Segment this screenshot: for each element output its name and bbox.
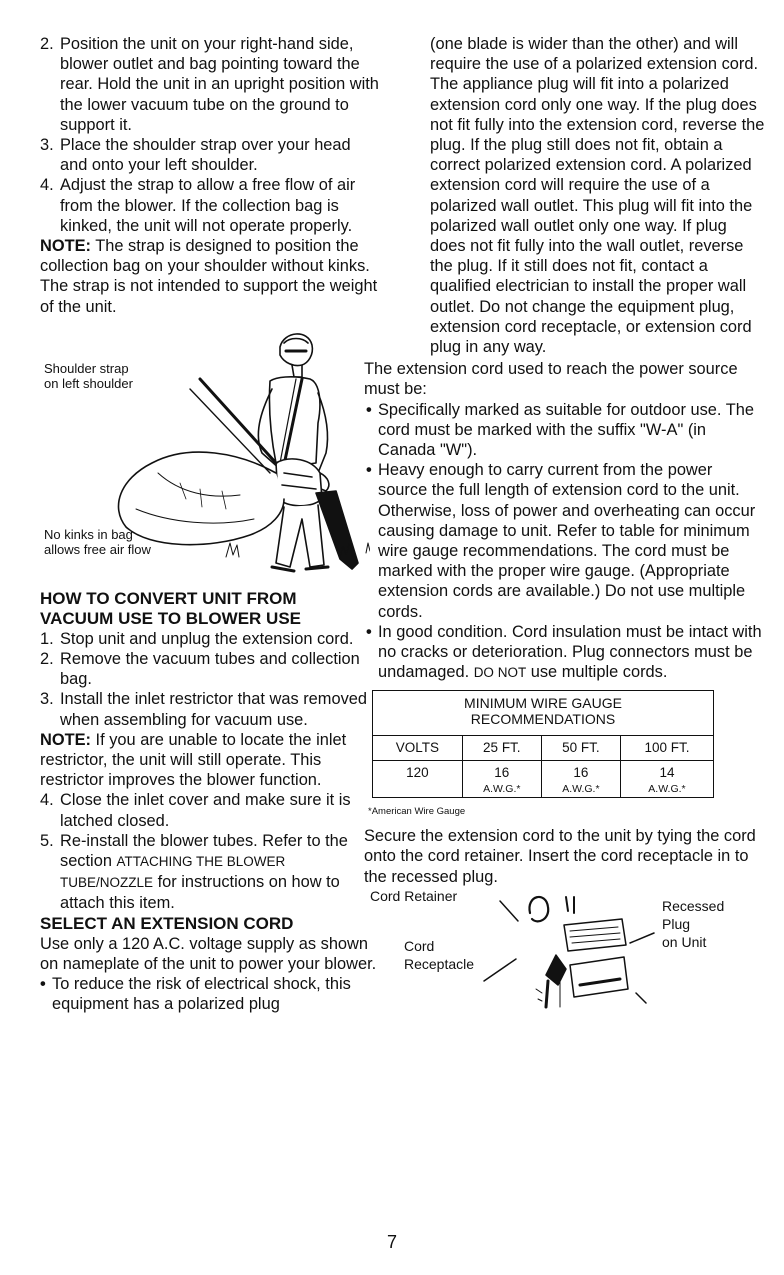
operator-with-blower-vac-drawing [40, 323, 370, 581]
step-number: 2. [40, 650, 54, 669]
bullet-text: Specifically marked as suitable for outdoor use. The cord must be marked with the suffix "W-A" (in Canada "W"). [378, 400, 754, 460]
step-number: 4. [40, 176, 54, 195]
step-number: 5. [40, 831, 54, 850]
bullet-text: Heavy enough to carry current from the power source the full length of extension cord to the unit. Otherwise, loss of power and overheating can occur causing damage to unit. Refer to table for minimum wire gauge recommendations. The cord must be marked with the proper wire gauge. (Appropriate extension cords are available.) Do not use multiple cords. [378, 461, 756, 621]
table-header-row [373, 735, 714, 760]
step-number: 4. [40, 791, 54, 810]
table-header: VOLTS [373, 735, 463, 760]
figure-label-strap: Shoulder strap on left shoulder [44, 360, 133, 391]
table-header: 100 FT. [620, 735, 713, 760]
bullet-text: To reduce the risk of electrical shock, this equipment has a polarized plug [52, 975, 351, 1014]
table-cell: 16 A.W.G.* [541, 760, 620, 797]
list-item [366, 400, 766, 461]
step-text: Remove the vacuum tubes and collection bag. [60, 650, 360, 689]
bullet-icon: • [366, 400, 372, 419]
step-number: 2. [40, 35, 54, 53]
table-row [373, 760, 714, 797]
note-strap [40, 236, 380, 317]
list-item [40, 649, 380, 689]
table-header: 25 FT. [462, 735, 541, 760]
table-header: 50 FT. [541, 735, 620, 760]
secure-cord-paragraph: Secure the extension cord to the unit by tying the cord onto the cord retainer. Insert the cord receptacle in to the recessed plug. [364, 827, 756, 886]
convert-heading: HOW TO CONVERT UNIT FROM VACUUM USE TO BLOWER USE [40, 588, 301, 628]
step-text: Close the inlet cover and make sure it is latched closed. [60, 791, 351, 830]
step-text: Adjust the strap to allow a free flow of air from the blower. If the collection bag is kinked, the unit will not operate properly. [60, 176, 356, 235]
list-item [40, 790, 380, 830]
convert-steps [40, 629, 380, 730]
cord-retainer-label: Cord Retainer [370, 887, 458, 904]
bullet-icon: • [40, 975, 46, 994]
list-item [40, 629, 380, 649]
shoulder-strap-illustration [40, 323, 380, 581]
table-cell: 16 A.W.G.* [462, 760, 541, 797]
table-cell: 14 A.W.G.* [620, 760, 713, 797]
step-text: Place the shoulder strap over your head and onto your left shoulder. [60, 136, 351, 175]
right-column [364, 34, 766, 1009]
list-item [366, 622, 766, 684]
list-item [40, 175, 380, 236]
list-item [40, 135, 380, 175]
step-number: 3. [40, 690, 54, 709]
list-item [366, 460, 766, 622]
step-text: Stop unit and unplug the extension cord. [60, 629, 354, 648]
bullet-icon: • [366, 461, 372, 480]
step-number: 1. [40, 629, 54, 648]
note-text: If you are unable to locate the inlet restrictor, the unit will still operate. This restrictor improves the blower function. [40, 730, 347, 790]
step-number: 3. [40, 136, 54, 155]
recessed-plug-label: Recessed Plug on Unit [662, 897, 725, 950]
extension-cord-heading: SELECT AN EXTENSION CORD [40, 913, 294, 933]
note-restrictor [40, 730, 380, 791]
list-item [40, 974, 380, 1014]
bullet-text: In good condition. Cord insulation must be intact with no cracks or deterioration. Plug connectors must be undamaged. DO NOT use multiple cords. [378, 622, 762, 682]
step-text: Re-install the blower tubes. Refer to the section ATTACHING THE BLOWER TUBE/NOZZLE for instructions on how to attach this item. [60, 831, 348, 913]
list-item [40, 831, 380, 914]
cord-retainer-illustration [370, 889, 766, 1009]
figure-label-kinks: No kinks in bag allows free air flow [44, 526, 151, 557]
section-reference: ATTACHING THE BLOWER TUBE/NOZZLE [60, 854, 286, 891]
left-column [40, 34, 380, 1015]
table-footnote: *American Wire Gauge [368, 805, 466, 817]
requirements-list [366, 400, 766, 684]
note-text: The strap is designed to position the collection bag on your shoulder without kinks. The strap is not intended to support the weight of the unit. [40, 237, 378, 316]
polarized-plug-paragraph: (one blade is wider than the other) and will require the use of a polarized extension cord. The appliance plug will fit into a polarized extension cord only one way. If the plug does not fit fully into the extension cord, reverse the plug. If the plug still does not fit, obtain a correct polarized extension cord. A polarized extension cord will require the use of a polarized wall outlet. This plug will fit into the polarized wall outlet only one way. If plug does not fit fully into the wall outlet, reverse the plug. If it still does not fit, contact a qualified electrician to install the proper wall outlet. Do not change the equipment plug, extension cord receptacle, or extension cord plug in any way. [430, 35, 765, 357]
list-item [40, 34, 380, 135]
bullet-icon: • [366, 622, 372, 641]
step-text: Position the unit on your right-hand side, blower outlet and bag pointing toward the rear. Hold the unit in an upright position with the lower vacuum tube on the ground to support it. [60, 35, 379, 134]
cord-plug-drawing [370, 889, 670, 1009]
cord-receptacle-label: Cord Receptacle [404, 937, 475, 972]
voltage-paragraph: Use only a 120 A.C. voltage supply as shown on nameplate of the unit to power your blower. [40, 934, 377, 973]
table-title: MINIMUM WIRE GAUGE RECOMMENDATIONS [373, 690, 714, 735]
wire-gauge-table [372, 690, 714, 798]
power-source-intro: The extension cord used to reach the power source must be: [364, 360, 738, 399]
note-label: NOTE: [40, 730, 91, 749]
steps-part1 [40, 34, 380, 236]
note-label: NOTE: [40, 237, 91, 256]
page-number: 7 [386, 1232, 397, 1252]
step-text: Install the inlet restrictor that was removed when assembling for vacuum use. [60, 690, 367, 729]
table-cell: 120 [373, 760, 463, 797]
list-item [40, 689, 380, 729]
